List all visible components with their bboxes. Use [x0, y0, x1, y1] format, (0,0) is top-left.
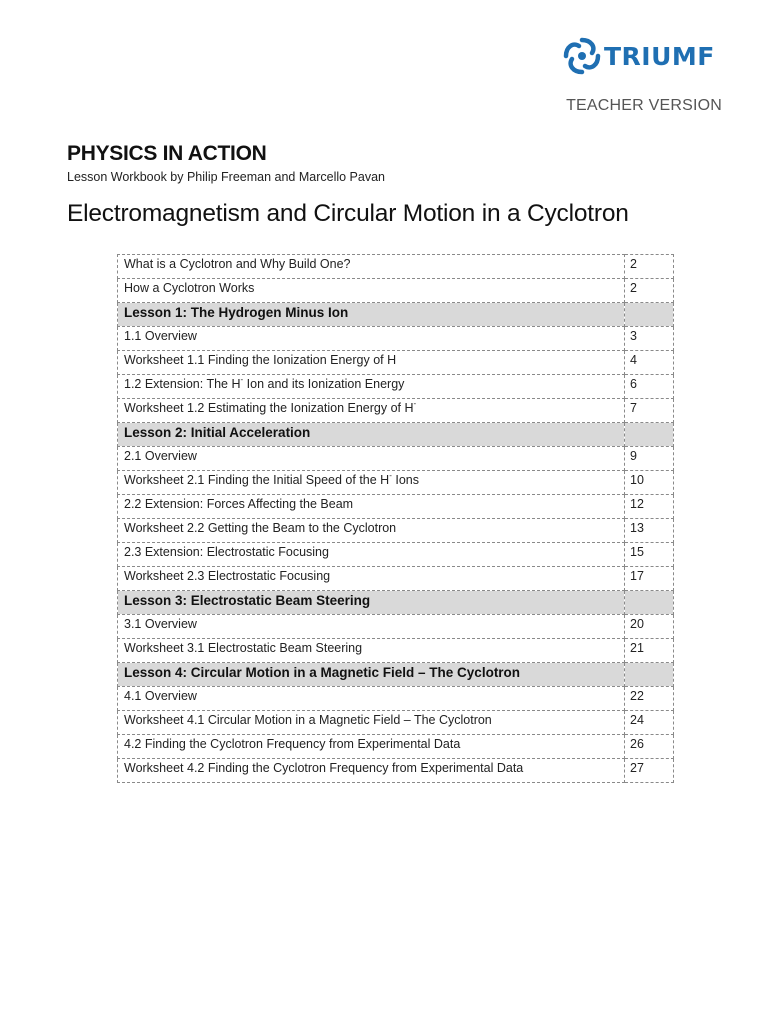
toc-row	[118, 543, 674, 567]
toc-page-number	[625, 591, 674, 615]
toc-body	[118, 255, 674, 783]
toc-row	[118, 471, 674, 495]
toc-page-number: 2	[625, 279, 674, 303]
toc-entry-title: Worksheet 3.1 Electrostatic Beam Steering	[118, 639, 625, 663]
toc-entry-title: 1.1 Overview	[118, 327, 625, 351]
toc-page-number: 13	[625, 519, 674, 543]
toc-entry-title: 3.1 Overview	[118, 615, 625, 639]
toc-entry-title: 1.2 Extension: The H- Ion and its Ionization Energy	[118, 375, 625, 399]
document-title: PHYSICS IN ACTION	[67, 142, 267, 165]
toc-page-number	[625, 663, 674, 687]
toc-row	[118, 495, 674, 519]
toc-page-number: 17	[625, 567, 674, 591]
toc-entry-title: Worksheet 2.3 Electrostatic Focusing	[118, 567, 625, 591]
toc-entry-title: Lesson 3: Electrostatic Beam Steering	[118, 591, 625, 615]
toc-row	[118, 327, 674, 351]
toc-page-number: 4	[625, 351, 674, 375]
byline: Lesson Workbook by Philip Freeman and Marcello Pavan	[67, 170, 385, 184]
toc-row	[118, 687, 674, 711]
toc-page-number: 6	[625, 375, 674, 399]
toc-entry-title: What is a Cyclotron and Why Build One?	[118, 255, 625, 279]
toc-row	[118, 399, 674, 423]
triumf-logo	[562, 36, 715, 76]
toc-row	[118, 615, 674, 639]
toc-page-number	[625, 303, 674, 327]
toc-lesson-heading-row	[118, 591, 674, 615]
toc-page-number: 7	[625, 399, 674, 423]
triumf-swirl-icon	[562, 36, 602, 76]
toc-lesson-heading-row	[118, 663, 674, 687]
toc-lesson-heading-row	[118, 423, 674, 447]
toc-page-number: 26	[625, 735, 674, 759]
toc-page-number: 20	[625, 615, 674, 639]
toc-lesson-heading-row	[118, 303, 674, 327]
toc-row	[118, 735, 674, 759]
toc-entry-title: Worksheet 2.1 Finding the Initial Speed of the H- Ions	[118, 471, 625, 495]
toc-row	[118, 255, 674, 279]
toc-page-number: 22	[625, 687, 674, 711]
toc-row	[118, 639, 674, 663]
toc-row	[118, 711, 674, 735]
toc-page-number: 12	[625, 495, 674, 519]
toc-entry-title: 2.2 Extension: Forces Affecting the Beam	[118, 495, 625, 519]
toc-entry-title: Worksheet 2.2 Getting the Beam to the Cyclotron	[118, 519, 625, 543]
toc-page-number: 2	[625, 255, 674, 279]
logo-wordmark: TRIUMF	[604, 41, 715, 71]
toc-entry-title: Worksheet 4.2 Finding the Cyclotron Frequency from Experimental Data	[118, 759, 625, 783]
toc-entry-title: Worksheet 1.1 Finding the Ionization Energy of H	[118, 351, 625, 375]
toc-page-number: 24	[625, 711, 674, 735]
toc-entry-title: 4.2 Finding the Cyclotron Frequency from Experimental Data	[118, 735, 625, 759]
toc-entry-title: 2.1 Overview	[118, 447, 625, 471]
toc-page-number: 15	[625, 543, 674, 567]
toc-row	[118, 351, 674, 375]
toc-entry-title: Lesson 1: The Hydrogen Minus Ion	[118, 303, 625, 327]
toc-row	[118, 519, 674, 543]
toc-entry-title: How a Cyclotron Works	[118, 279, 625, 303]
toc-page-number: 3	[625, 327, 674, 351]
toc-row	[118, 375, 674, 399]
toc-row	[118, 447, 674, 471]
toc-entry-title: Lesson 4: Circular Motion in a Magnetic Field – The Cyclotron	[118, 663, 625, 687]
toc-page-number	[625, 423, 674, 447]
toc-page-number: 27	[625, 759, 674, 783]
toc-entry-title: 2.3 Extension: Electrostatic Focusing	[118, 543, 625, 567]
toc-page-number: 21	[625, 639, 674, 663]
toc-entry-title: Worksheet 1.2 Estimating the Ionization Energy of H-	[118, 399, 625, 423]
toc-row	[118, 279, 674, 303]
toc-row	[118, 759, 674, 783]
toc-entry-title: Worksheet 4.1 Circular Motion in a Magnetic Field – The Cyclotron	[118, 711, 625, 735]
table-of-contents	[117, 254, 674, 783]
version-label: TEACHER VERSION	[566, 97, 722, 114]
toc-entry-title: 4.1 Overview	[118, 687, 625, 711]
toc-page-number: 9	[625, 447, 674, 471]
document-subtitle: Electromagnetism and Circular Motion in a Cyclotron	[67, 200, 629, 227]
toc-page-number: 10	[625, 471, 674, 495]
toc-entry-title: Lesson 2: Initial Acceleration	[118, 423, 625, 447]
toc-row	[118, 567, 674, 591]
